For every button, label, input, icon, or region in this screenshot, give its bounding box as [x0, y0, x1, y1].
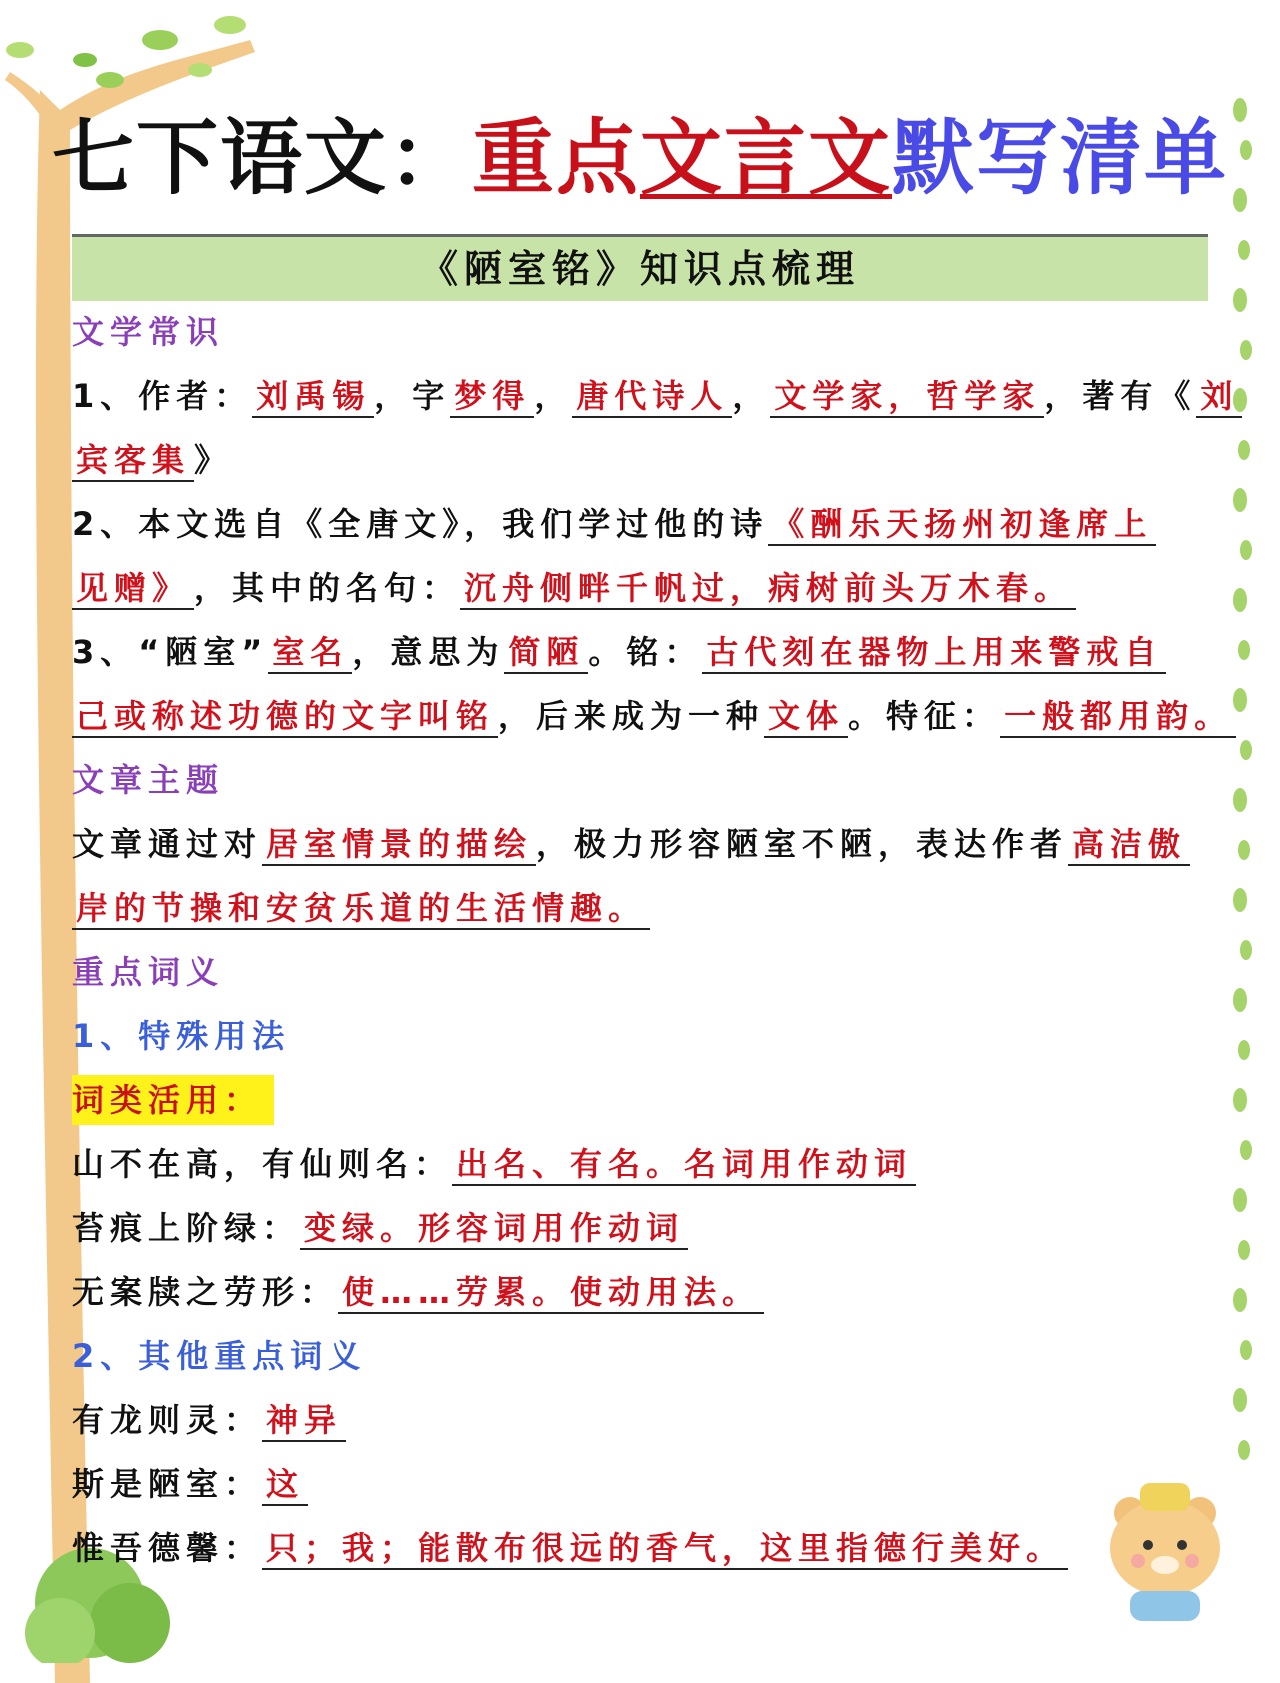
content-body [72, 300, 1239, 1580]
answer: 唐代诗人 [572, 376, 732, 418]
answer: 《酬乐天扬州初逢席上 [768, 504, 1156, 546]
answer: 一般都用韵。 [1000, 696, 1236, 738]
answer: 梦得 [450, 376, 534, 418]
lit-line-6: 己或称述功德的文字叫铭 ，后来成为一种 文体 。特征： 一般都用韵。 [72, 684, 1212, 748]
vine-decoration [1200, 0, 1280, 1683]
answer: 只；我；能散布很远的香气，这里指德行美好。 [262, 1528, 1068, 1570]
lit-line-4: 见赠》 ，其中的名句： 沉舟侧畔千帆过，病树前头万木春。 [72, 556, 1212, 620]
answer: 古代刻在器物上用来警戒自 [702, 632, 1166, 674]
other-item: 有龙则灵： 神异 [72, 1388, 1212, 1452]
lit-line-2: 宾客集 》 [72, 428, 1212, 492]
answer: 出名、有名。名词用作动词 [452, 1144, 916, 1186]
answer: 简陋 [504, 632, 588, 674]
theme-line-2 [72, 876, 1212, 940]
answer: 己或称述功德的文字叫铭 [72, 696, 498, 738]
special-item: 苔痕上阶绿： 变绿。形容词用作动词 [72, 1196, 1212, 1260]
answer: 这 [262, 1464, 308, 1506]
answer: 岸的节操和安贫乐道的生活情趣。 [72, 888, 650, 930]
title-part-4: 默写清单 [892, 110, 1229, 206]
special-item: 山不在高，有仙则名： 出名、有名。名词用作动词 [72, 1132, 1212, 1196]
heading-special-usage: 1、特殊用法 [72, 1017, 291, 1055]
answer: 沉舟侧畔千帆过，病树前头万木春。 [460, 568, 1076, 610]
page-title [0, 108, 1280, 208]
answer: 神异 [262, 1400, 346, 1442]
special-item: 无案牍之劳形： 使……劳累。使动用法。 [72, 1260, 1212, 1324]
title-part-3: 文言文 [640, 110, 893, 206]
other-item: 惟吾德馨： 只；我；能散布很远的香气，这里指德行美好。 [72, 1516, 1212, 1580]
answer: 高洁傲 [1068, 824, 1190, 866]
answer: 文体 [764, 696, 848, 738]
heading-keywords: 重点词义 [72, 953, 225, 991]
answer: 刘禹锡 [252, 376, 374, 418]
section-title-bar: 《陋室铭》知识点梳理 [72, 234, 1208, 301]
heading-class-use [72, 1068, 1212, 1132]
answer: 使……劳累。使动用法。 [338, 1272, 764, 1314]
lit-line-5: 3、“陋室” 室名 ，意思为 简陋 。铭： 古代刻在器物上用来警戒自 [72, 620, 1212, 684]
answer: 文学家，哲学家 [770, 376, 1044, 418]
other-item: 斯是陋室： 这 [72, 1452, 1212, 1516]
highlight-label: 词类活用： [72, 1075, 274, 1125]
lit-line-1: 1、作者： 刘禹锡 ，字 梦得 ， 唐代诗人 ， 文学家，哲学家 ，著有《 刘 [72, 364, 1212, 428]
theme-line-1: 文章通过对 居室情景的描绘 ，极力形容陋室不陋，表达作者 高洁傲 [72, 812, 1212, 876]
answer: 宾客集 [72, 440, 194, 482]
answer: 见赠》 [72, 568, 194, 610]
heading-other-keywords: 2、其他重点词义 [72, 1337, 367, 1375]
lit-line-3: 2、本文选自《全唐文》，我们学过他的诗 《酬乐天扬州初逢席上 [72, 492, 1212, 556]
title-part-1: 七下语文： [51, 110, 472, 206]
answer: 刘 [1196, 376, 1242, 418]
answer: 居室情景的描绘 [262, 824, 536, 866]
answer: 变绿。形容词用作动词 [300, 1208, 688, 1250]
title-part-2: 重点 [471, 110, 640, 206]
answer: 室名 [268, 632, 352, 674]
heading-theme: 文章主题 [72, 761, 225, 799]
heading-literature: 文学常识 [72, 313, 225, 351]
